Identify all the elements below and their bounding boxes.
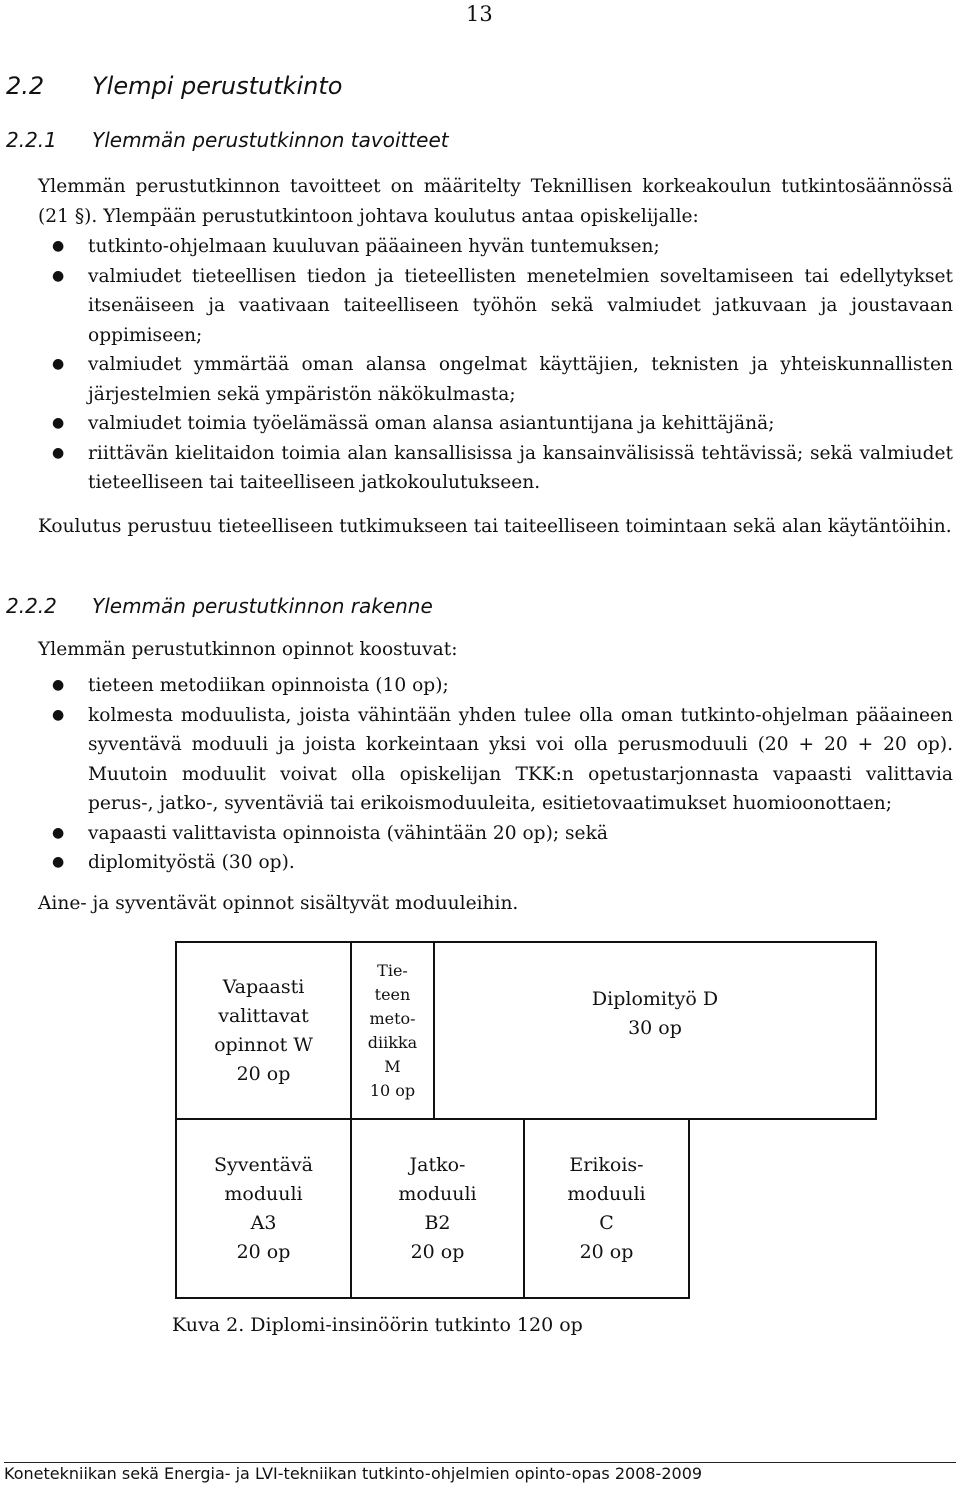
section-number: 2.2: [6, 72, 45, 100]
footer-divider: [4, 1462, 956, 1463]
box-credits: 10 op: [369, 1080, 416, 1100]
list-item: ● tieteen metodiikan opinnoista (10 op);: [36, 671, 953, 701]
bullet-icon: ●: [52, 267, 65, 284]
subsection-heading-goals: [6, 128, 449, 152]
list-item: ● riittävän kielitaidon toimia alan kansallisissa ja kansainvälisissä tehtävissä; sekä valmiudet tieteelliseen tai taiteelliseen jatkokoulutukseen.: [36, 439, 953, 498]
box-label: Syventävä moduuli A3: [214, 1153, 313, 1234]
subsection-title: Ylemmän perustutkinnon rakenne: [92, 594, 433, 618]
subsection-heading-structure: [6, 594, 433, 618]
box-label: Erikois- moduuli C: [567, 1153, 646, 1234]
box-module-b2: [350, 1118, 525, 1299]
box-free-studies: [175, 941, 352, 1120]
subsection-number: 2.2.2: [6, 594, 57, 618]
box-label: Jatko- moduuli B2: [398, 1153, 477, 1234]
box-thesis: [433, 941, 877, 1120]
bullet-icon: ●: [52, 238, 65, 254]
page-footer: Konetekniikan sekä Energia- ja LVI-tekniikan tutkinto-ohjelmien opinto-opas 2008-2009: [4, 1464, 703, 1483]
box-credits: 30 op: [628, 1017, 682, 1039]
bullet-icon: ●: [52, 356, 65, 372]
goals-closing: Koulutus perustuu tieteelliseen tutkimukseen tai taiteelliseen toimintaan sekä alan käytäntöihin.: [38, 516, 952, 537]
box-label: Vapaasti valittavat opinnot W: [214, 975, 313, 1056]
list-item: ● vapaasti valittavista opinnoista (vähintään 20 op); sekä: [36, 819, 953, 849]
list-item: ● valmiudet ymmärtää oman alansa ongelmat käyttäjien, teknisten ja yhteiskunnallisten järjestelmien sekä ympäristön näkökulmasta;: [36, 350, 953, 409]
bullet-icon: ●: [52, 706, 65, 723]
box-module-c: [523, 1118, 690, 1299]
list-item: ● kolmesta moduulista, joista vähintään yhden tulee olla oman tutkinto-ohjelman pääaineen syventävä moduuli ja joista korkeintaan yksi voi olla perusmoduuli (20 + 20 + 20 op). Muutoin moduulit voivat olla opiskelijan TKK:n opetustarjonnasta vapaasti valittavia perus-, jatko-, syventäviä tai erikoismoduuleita, esitietovaatimukset huomioonottaen;: [36, 701, 953, 819]
bullet-icon: ●: [52, 854, 65, 870]
goals-intro: Ylemmän perustutkinnon tavoitteet on määritelty Teknillisen korkeakoulun tutkintosäännössä (21 §). Ylempään perustutkintoon johtava koulutus antaa opiskelijalle:: [38, 176, 953, 227]
box-label: Tie- teen meto- diikka M: [367, 960, 418, 1076]
box-credits: 20 op: [410, 1240, 465, 1263]
bullet-icon: ●: [52, 444, 65, 461]
figure-caption: Kuva 2. Diplomi-insinöörin tutkinto 120 op: [172, 1314, 583, 1336]
list-item: ● diplomityöstä (30 op).: [36, 848, 953, 878]
box-credits: 20 op: [236, 1240, 291, 1263]
box-module-a3: [175, 1118, 352, 1299]
box-methodology: [350, 941, 435, 1120]
list-item: ● valmiudet toimia työelämässä oman alansa asiantuntijana ja kehittäjänä;: [36, 409, 953, 439]
section-title: Ylempi perustutkinto: [92, 72, 343, 100]
section-heading: [6, 72, 343, 100]
structure-intro: Ylemmän perustutkinnon opinnot koostuvat:: [38, 639, 458, 660]
list-item: ● valmiudet tieteellisen tiedon ja tieteellisten menetelmien soveltamiseen tai edellytykset itsenäiseen ja vaativaan taiteelliseen työhön sekä valmiudet jatkuvaan ja joustavaan oppimiseen;: [36, 262, 953, 351]
subsection-number: 2.2.1: [6, 128, 57, 152]
list-item: ● tutkinto-ohjelmaan kuuluvan pääaineen hyvän tuntemuksen;: [36, 232, 953, 262]
bullet-icon: ●: [52, 677, 65, 693]
goals-list: [36, 232, 953, 498]
page-number: 13: [466, 2, 493, 26]
degree-structure-diagram: [175, 941, 877, 1299]
subsection-title: Ylemmän perustutkinnon tavoitteet: [92, 128, 449, 152]
bullet-icon: ●: [52, 824, 65, 841]
box-label: Diplomityö D: [591, 988, 719, 1010]
bullet-icon: ●: [52, 415, 65, 431]
box-credits: 20 op: [236, 1062, 291, 1085]
structure-closing: Aine- ja syventävät opinnot sisältyvät moduuleihin.: [38, 893, 519, 914]
structure-list: [36, 671, 953, 878]
box-credits: 20 op: [579, 1240, 634, 1263]
